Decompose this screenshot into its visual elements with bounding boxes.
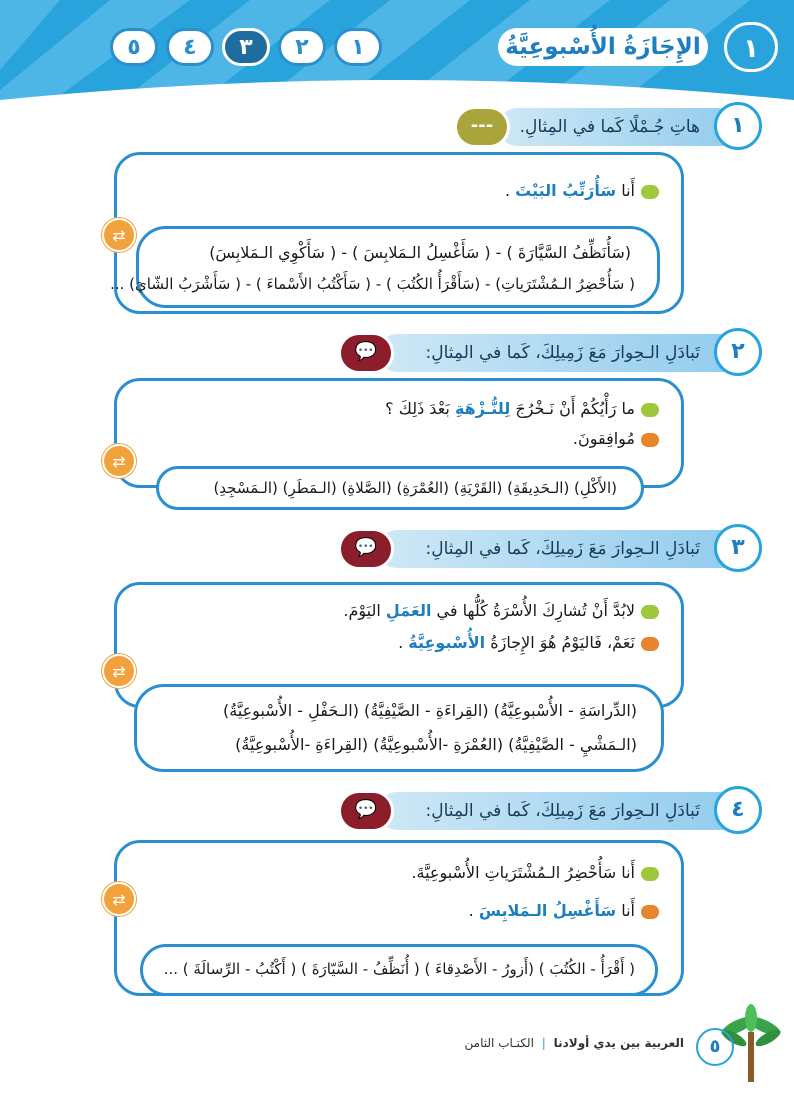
book-title: العربية بين يدي أولادنا bbox=[553, 1036, 684, 1050]
swap-icon: ⇄ bbox=[102, 218, 136, 252]
lesson-tab-4[interactable]: ٤ bbox=[166, 28, 214, 66]
lesson-tab-5[interactable]: ٥ bbox=[110, 28, 158, 66]
exercise-2-header bbox=[354, 334, 748, 372]
exercise-2-options bbox=[156, 466, 644, 510]
exercise-1-number: ١ bbox=[714, 102, 762, 150]
exercise-1-example: أَنا سَأُرَتِّبُ البَيْتَ . bbox=[117, 181, 659, 200]
exercise-3-number: ٣ bbox=[714, 524, 762, 572]
exercise-4-line-2: أَنا سَأَغْسِلُ الـمَلابِسَ . bbox=[117, 901, 659, 920]
exercise-3-options bbox=[134, 684, 664, 772]
exercise-3-option-line: (الـمَشْيِ - الصَّيْفِيَّةُ) (العُمْرَةِ -الأُسْبوعِيَّةُ) (القِراءَةِ -الأُسْبوعِيَّةُ) bbox=[235, 735, 637, 754]
exercise-3-line-2: نَعَمْ، فَاليَوْمُ هُوَ الإِجازَةُ الأُسْبوعِيَّةُ . bbox=[117, 633, 659, 652]
speech-bubble-icon bbox=[641, 637, 659, 651]
exercise-2-option-line: (الأَكْلِ) (الـحَدِيقَةِ) (القَرْيَةِ) (العُمْرَةِ) (الصَّلاةِ) (الـمَطَرِ) (الـمَسْجِدِ) bbox=[213, 479, 617, 497]
exercise-1-instruction: هاتِ جُـمْلًا كَما في المِثالِ. bbox=[519, 117, 700, 137]
exercise-2-line-2: مُوافِقونَ. bbox=[117, 429, 659, 448]
book-part: الكتـاب الثامن bbox=[464, 1036, 534, 1050]
swap-icon: ⇄ bbox=[102, 882, 136, 916]
swap-icon: ⇄ bbox=[102, 444, 136, 478]
lesson-tab-3[interactable]: ٣ bbox=[222, 28, 270, 66]
chat-bubbles-icon: 💬 bbox=[338, 790, 394, 832]
exercise-1-header bbox=[470, 108, 748, 146]
speech-bubble-icon bbox=[641, 433, 659, 447]
speech-bubble-icon bbox=[641, 403, 659, 417]
exercise-3-header bbox=[354, 530, 748, 568]
lesson-number: ١ bbox=[724, 22, 778, 72]
exercise-2-number: ٢ bbox=[714, 328, 762, 376]
chat-bubbles-icon: 💬 bbox=[338, 528, 394, 570]
exercise-4-instruction: تَبادَلِ الـحِوارَ مَعَ زَمِيلِكَ، كَما في المِثالِ: bbox=[425, 801, 700, 821]
exercise-3-instruction: تَبادَلِ الـحِوارَ مَعَ زَمِيلِكَ، كَما في المِثالِ: bbox=[425, 539, 700, 559]
exercise-2-line-1: ما رَأْيُكُمْ أَنْ نَـخْرُجَ لِلنُّـزْهَةِ بَعْدَ ذَلِكَ ؟ bbox=[117, 399, 659, 418]
exercise-4-header bbox=[354, 792, 748, 830]
speech-bubble-icon bbox=[641, 867, 659, 881]
swap-icon: ⇄ bbox=[102, 654, 136, 688]
lesson-tabs bbox=[110, 28, 390, 68]
exercise-1-option-line: (سَأُنَظِّفُ السَّيَّارَةَ ) - ( سَأَغْسِلُ الـمَلابِسَ ) - ( سَأَكْوِي الـمَلابِسَ) bbox=[209, 243, 631, 262]
exercise-3-option-line: (الدِّراسَةِ - الأُسْبوعِيَّةُ) (القِراءَةِ - الصَّيْفِيَّةُ) (الـحَفْلِ - الأُسْبوعِيَّةُ) bbox=[222, 701, 637, 720]
exercise-4-option-line: ( أَقْرَأُ - الكُتُبَ ) (أَزورُ - الأَصْدِقاءَ ) ( أُنَظِّفُ - السَّيّارَةَ ) ( أَكْتُبُ - الرِّسالَةَ ) ... bbox=[163, 960, 635, 978]
exercise-1-option-line: ( سَأُحْضِرُ الـمُشْتَرَياتِ) - (سَأَقْرَأُ الكُتُبَ ) - ( سَأَكْتُبُ الأَسْماءَ ) - ( سَأَشْرَبُ الشّايَ) ... bbox=[110, 275, 635, 293]
speech-bubble-icon bbox=[641, 605, 659, 619]
exercise-4-options bbox=[140, 944, 658, 996]
exercise-4-line-1: أَنا سَأُحْضِرُ الـمُشْتَرَياتِ الأُسْبوعِيَّةَ. bbox=[117, 863, 659, 882]
dashes-icon: --- bbox=[454, 106, 510, 148]
lesson-tab-1[interactable]: ١ bbox=[334, 28, 382, 66]
chat-bubbles-icon: 💬 bbox=[338, 332, 394, 374]
lesson-tab-2[interactable]: ٢ bbox=[278, 28, 326, 66]
footer-separator: | bbox=[541, 1036, 546, 1050]
speech-bubble-icon bbox=[641, 185, 659, 199]
exercise-4-number: ٤ bbox=[714, 786, 762, 834]
exercise-1-options bbox=[110, 226, 660, 308]
exercise-3-line-1: لابُدَّ أَنْ تُشارِكَ الأُسْرَةُ كُلُّها في العَمَلِ اليَوْمَ. bbox=[117, 601, 659, 620]
lesson-title: الإِجَازَةُ الأُسْبوعِيَّةُ bbox=[498, 28, 708, 66]
exercise-2-instruction: تَبادَلِ الـحِوارَ مَعَ زَمِيلِكَ، كَما في المِثالِ: bbox=[425, 343, 700, 363]
footer-book-info bbox=[465, 1036, 684, 1050]
speech-bubble-icon bbox=[641, 905, 659, 919]
page-number: ٥ bbox=[696, 1028, 734, 1066]
